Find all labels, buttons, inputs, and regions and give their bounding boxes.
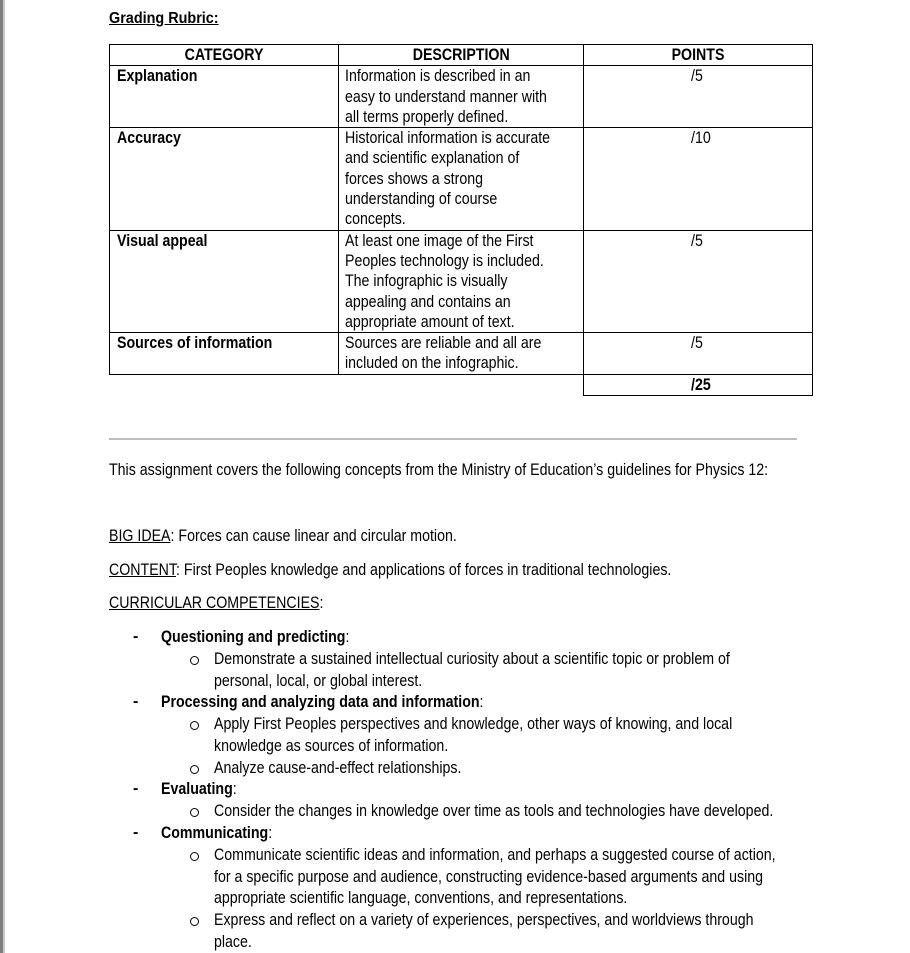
circle-bullet-icon [190, 656, 199, 665]
competency-item: Express and reflect on a variety of experiences, perspectives, and worldviews through place. [214, 911, 754, 951]
competencies-heading: CURRICULAR COMPETENCIES: [109, 594, 324, 612]
circle-bullet-icon [190, 852, 199, 861]
description-cell: Sources are reliable and all are included on the infographic. [339, 333, 584, 375]
category-cell: Accuracy [110, 128, 339, 230]
rubric-table [109, 44, 813, 396]
circle-bullet-icon [190, 765, 199, 774]
category-cell: Explanation [110, 66, 339, 128]
points-cell: /5 [584, 333, 813, 375]
competency-evaluating: Evaluating: [161, 780, 237, 798]
points-cell: /5 [584, 66, 813, 128]
content-text: : First Peoples knowledge and applications of forces in traditional technologies. [176, 561, 672, 579]
big-idea-label: BIG IDEA [109, 527, 171, 545]
intro-paragraph: This assignment covers the following concepts from the Ministry of Education’s guidelines for Physics 12: [109, 461, 769, 479]
big-idea-line [109, 527, 457, 546]
competency-item: Apply First Peoples perspectives and knowledge, other ways of knowing, and local knowledge as sources of information. [214, 715, 733, 755]
description-cell: Information is described in an easy to understand manner with all terms properly defined. [339, 66, 584, 128]
competency-item: Analyze cause-and-effect relationships. [214, 759, 462, 777]
rubric-row [110, 333, 813, 375]
circle-bullet-icon [190, 808, 199, 817]
dash-bullet: - [133, 628, 139, 645]
competency-item: Consider the changes in knowledge over time as tools and technologies have developed. [214, 802, 774, 820]
dash-bullet: - [133, 693, 139, 710]
competencies-label: CURRICULAR COMPETENCIES [109, 594, 320, 612]
header-category: CATEGORY [110, 45, 339, 66]
page-edge-shadow [3, 0, 5, 953]
category-cell: Sources of information [110, 333, 339, 375]
competency-communicating: Communicating: [161, 824, 273, 842]
rubric-row [110, 66, 813, 128]
rubric-header-row [110, 45, 813, 66]
competency-questioning: Questioning and predicting: [161, 628, 350, 646]
points-cell: /10 [584, 128, 813, 230]
grading-rubric-heading: Grading Rubric: [109, 10, 219, 27]
description-cell: At least one image of the First Peoples technology is included. The infographic is visually appealing and contains an appropriate amount of text. [339, 230, 584, 332]
rubric-row [110, 128, 813, 230]
circle-bullet-icon [190, 917, 199, 926]
horizontal-divider [109, 438, 797, 440]
rubric-total-row [110, 374, 813, 395]
dash-bullet: - [133, 780, 139, 797]
dash-bullet: - [133, 824, 139, 841]
header-description: DESCRIPTION [339, 45, 584, 66]
total-points-cell: /25 [584, 374, 813, 395]
competency-item: Demonstrate a sustained intellectual curiosity about a scientific topic or problem of personal, local, or global interest. [214, 650, 730, 690]
competency-processing: Processing and analyzing data and information: [161, 693, 484, 711]
category-cell: Visual appeal [110, 230, 339, 332]
header-points: POINTS [584, 45, 813, 66]
points-cell: /5 [584, 230, 813, 332]
big-idea-text: : Forces can cause linear and circular motion. [170, 527, 457, 545]
circle-bullet-icon [190, 721, 199, 730]
description-cell: Historical information is accurate and scientific explanation of forces shows a strong understanding of course concepts. [339, 128, 584, 230]
rubric-row [110, 230, 813, 332]
content-line [109, 561, 671, 580]
content-label: CONTENT [109, 561, 177, 579]
competency-item: Communicate scientific ideas and information, and perhaps a suggested course of action, for a specific purpose and audience, constructing evidence-based arguments and using appropriate scientific language, conventions, and representations. [214, 846, 776, 907]
